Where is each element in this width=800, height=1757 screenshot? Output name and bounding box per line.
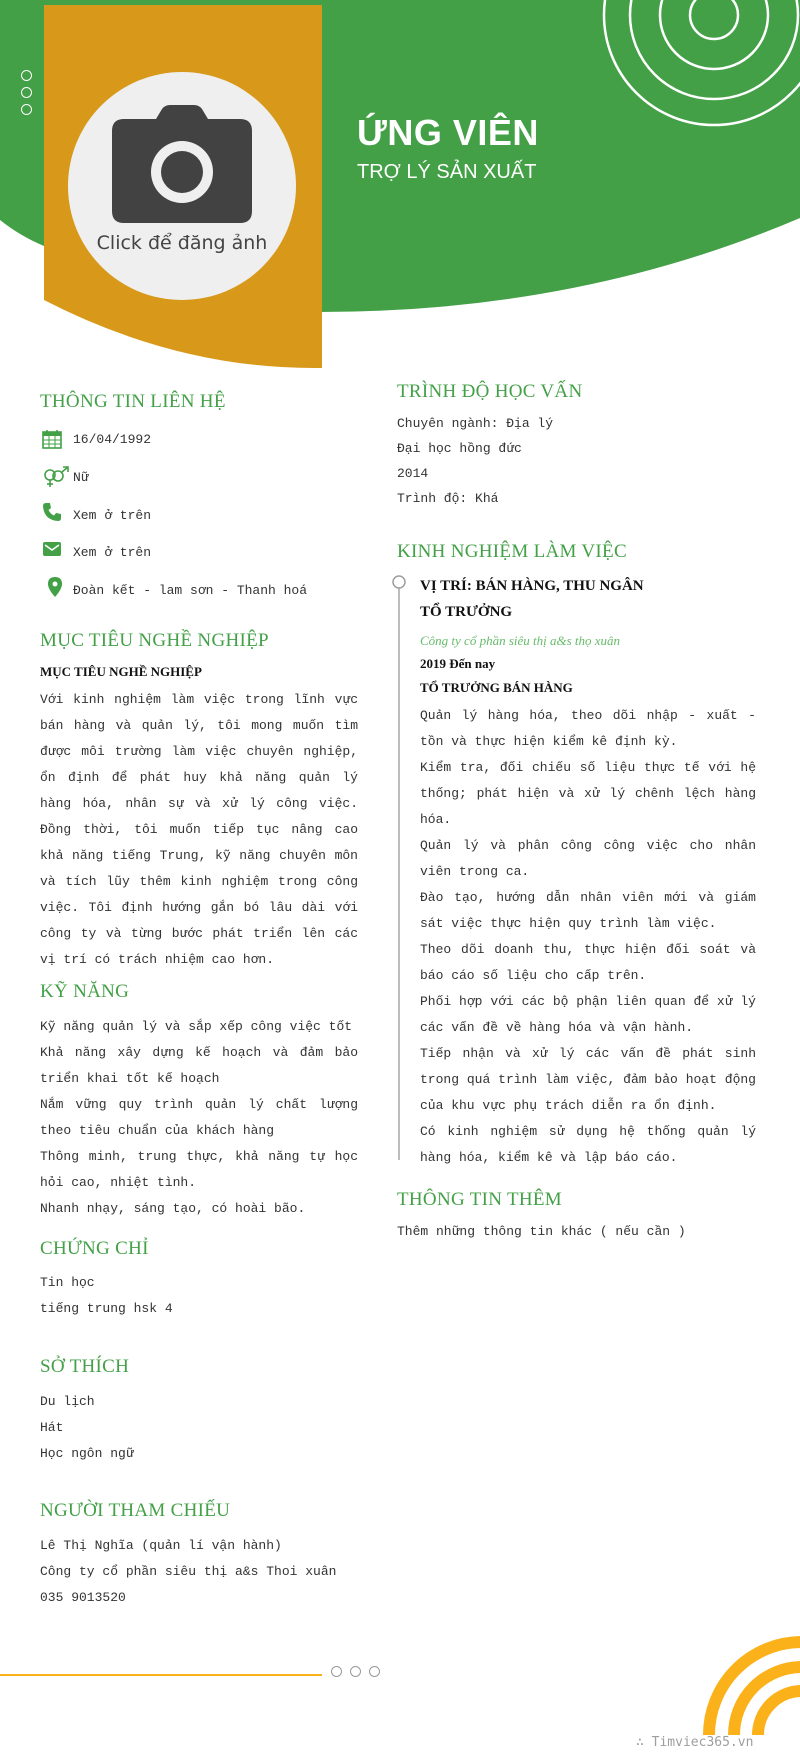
certificates-title: CHỨNG CHỈ — [40, 1238, 149, 1259]
skills-title: KỸ NĂNG — [40, 981, 130, 1002]
hobby-item: Du lịch — [40, 1394, 95, 1409]
reference-item: 035 9013520 — [40, 1590, 126, 1605]
references-list — [40, 1533, 336, 1611]
duty-item: Đào tạo, hướng dẫn nhân viên mới và giám sát việc thực hiện quy trình làm việc. — [420, 890, 756, 931]
experience-company: Công ty cổ phần siêu thị a&s thọ xuân — [420, 633, 621, 648]
contact-phone: Xem ở trên — [73, 508, 152, 523]
duty-item: Theo dõi doanh thu, thực hiện đối soát và báo cáo số liệu cho cấp trên. — [420, 942, 756, 983]
hobby-item: Học ngôn ngữ — [40, 1446, 134, 1461]
hobbies-title: SỞ THÍCH — [40, 1356, 130, 1377]
objective-title: MỤC TIÊU NGHỀ NGHIỆP — [40, 630, 269, 651]
watermark: ∴ Timviec365.vn — [636, 1735, 754, 1750]
duty-item: Có kinh nghiệm sử dụng hệ thống quản lý hàng hóa, kiểm kê và lập báo cáo. — [420, 1124, 756, 1165]
header-dot — [21, 87, 32, 98]
reference-item: Lê Thị Nghĩa (quản lí vận hành) — [40, 1538, 282, 1553]
contact-birthdate: 16/04/1992 — [73, 432, 152, 447]
education-title: TRÌNH ĐỘ HỌC VẤN — [397, 381, 583, 402]
education-item: Đại học hồng đức — [397, 441, 522, 456]
experience-period: 2019 Đến nay — [420, 656, 496, 671]
contact-email: Xem ở trên — [73, 545, 152, 560]
objective-subtitle: MỤC TIÊU NGHỀ NGHIỆP — [40, 664, 202, 679]
location-icon — [48, 577, 62, 597]
reference-item: Công ty cổ phần siêu thị a&s Thoi xuân — [40, 1564, 337, 1579]
phone-icon — [42, 502, 62, 522]
skill-item: Nắm vững quy trình quản lý chất lượng theo tiêu chuẩn của khách hàng — [40, 1097, 358, 1138]
additional-title: THÔNG TIN THÊM — [397, 1189, 562, 1210]
experience-role: TỔ TRƯỞNG — [420, 604, 513, 620]
contact-gender: Nữ — [73, 470, 89, 485]
header-dot — [21, 70, 32, 81]
certificate-item: Tin học — [40, 1275, 95, 1290]
duty-item: Phối hợp với các bộ phận liên quan để xử lý các vấn đề về hàng hóa và vận hành. — [420, 994, 756, 1035]
email-icon — [42, 540, 62, 558]
gender-icon — [42, 466, 70, 488]
objective-text: Với kinh nghiệm làm việc trong lĩnh vực bán hàng và quản lý, tôi mong muốn tìm được môi trường làm việc chuyên nghiệp, ổn định để phát huy khả năng quản lý hàng hóa, nhân sự và xử lý công việc. Đồng thời, tôi muốn tiếp tục nâng cao khả năng tiếng Trung, kỹ năng chuyên môn và tích lũy thêm kinh nghiệm trong công việc. Tôi định hướng gắn bó lâu dài với công ty và từng bước phát triển lên các vị trí có trách nhiệm cao hơn. — [40, 692, 358, 967]
contact-title: THÔNG TIN LIÊN HỆ — [40, 391, 226, 412]
duty-item: Kiểm tra, đối chiếu số liệu thực tế với hệ thống; phát hiện và xử lý chênh lệch hàng hóa. — [420, 760, 756, 827]
job-title: TRỢ LÝ SẢN XUẤT — [357, 161, 537, 183]
hobbies-list — [40, 1389, 134, 1467]
corner-arcs — [709, 1642, 800, 1735]
certificate-item: tiếng trung hsk 4 — [40, 1301, 173, 1316]
skills-list — [40, 1014, 358, 1222]
duty-item: Quản lý hàng hóa, theo dõi nhập - xuất - tồn và thực hiện kiểm kê định kỳ. — [420, 708, 756, 749]
header-dot — [21, 104, 32, 115]
photo-upload[interactable] — [68, 72, 296, 300]
experience-duties — [420, 703, 756, 1171]
experience-subrole: TỔ TRƯỞNG BÁN HÀNG — [420, 680, 573, 695]
additional-text: Thêm những thông tin khác ( nếu cần ) — [397, 1224, 686, 1239]
camera-icon — [112, 105, 252, 225]
footer-dot — [369, 1666, 380, 1677]
duty-item: Quản lý và phân công công việc cho nhân viên trong ca. — [420, 838, 756, 879]
certificates-list — [40, 1270, 173, 1322]
timeline-dot — [393, 576, 405, 588]
contact-address: Đoàn kết - lam sơn - Thanh hoá — [73, 583, 308, 598]
references-title: NGƯỜI THAM CHIẾU — [40, 1500, 231, 1521]
footer-dot — [350, 1666, 361, 1677]
candidate-name: ỨNG VIÊN — [357, 112, 539, 153]
skill-item: Khả năng xây dựng kế hoạch và đảm bảo triển khai tốt kế hoạch — [40, 1045, 358, 1086]
calendar-icon — [42, 429, 62, 449]
education-list — [397, 411, 553, 511]
duty-item: Tiếp nhận và xử lý các vấn đề phát sinh trong quá trình làm việc, đảm bảo hoạt động của khu vực phụ trách diễn ra ổn định. — [420, 1046, 756, 1113]
education-item: Trình độ: Khá — [397, 491, 499, 506]
skill-item: Nhanh nhạy, sáng tạo, có hoài bão. — [40, 1201, 306, 1216]
experience-title: KINH NGHIỆM LÀM VIỆC — [397, 541, 627, 562]
skill-item: Thông minh, trung thực, khả năng tự học hỏi cao, nhiệt tình. — [40, 1149, 358, 1190]
education-item: 2014 — [397, 466, 429, 481]
hobby-item: Hát — [40, 1420, 64, 1435]
footer-dot — [331, 1666, 342, 1677]
education-item: Chuyên ngành: Địa lý — [397, 416, 554, 431]
photo-label: Click để đăng ảnh — [96, 232, 268, 254]
experience-position: VỊ TRÍ: BÁN HÀNG, THU NGÂN — [420, 578, 644, 594]
skill-item: Kỹ năng quản lý và sắp xếp công việc tốt — [40, 1019, 353, 1034]
